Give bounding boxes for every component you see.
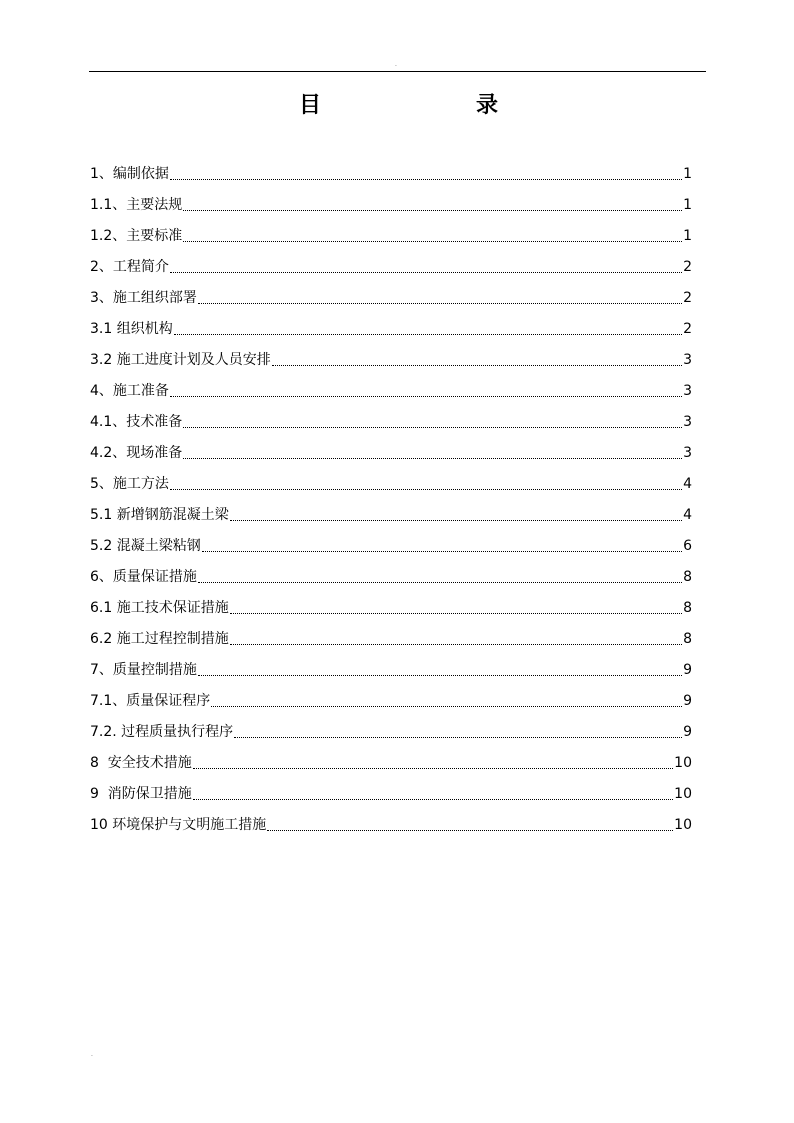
toc-dot-leader [230, 520, 682, 521]
toc-dot-leader [183, 458, 682, 459]
toc-dot-leader [183, 427, 682, 428]
toc-dot-leader [198, 582, 682, 583]
header-mark: . [395, 61, 397, 68]
toc-entry-page-number: 3 [683, 352, 692, 368]
toc-dot-leader [183, 241, 682, 242]
toc-entry-page-number: 8 [683, 569, 692, 585]
toc-dot-leader [198, 303, 682, 304]
toc-entry[interactable] [90, 406, 692, 432]
toc-entry[interactable] [90, 809, 692, 835]
toc-entry-label: 3.1 组织机构 [90, 321, 173, 337]
page-title-right: 录 [476, 92, 499, 118]
toc-dot-leader [267, 830, 673, 831]
toc-dot-leader [174, 334, 682, 335]
toc-entry[interactable] [90, 499, 692, 525]
toc-entry-label: 6.2 施工过程控制措施 [90, 631, 229, 647]
toc-entry[interactable] [90, 375, 692, 401]
toc-entry-page-number: 1 [683, 166, 692, 182]
toc-entry-page-number: 4 [683, 507, 692, 523]
toc-entry[interactable] [90, 530, 692, 556]
toc-entry-label: 4、施工准备 [90, 383, 169, 399]
toc-entry-label: 5、施工方法 [90, 476, 169, 492]
toc-dot-leader [193, 799, 673, 800]
toc-entry[interactable] [90, 623, 692, 649]
toc-entry-page-number: 9 [683, 693, 692, 709]
toc-entry-label: 3、施工组织部署 [90, 290, 197, 306]
toc-entry[interactable] [90, 220, 692, 246]
toc-entry-label: 6.1 施工技术保证措施 [90, 600, 229, 616]
toc-dot-leader [230, 644, 682, 645]
toc-dot-leader [170, 272, 682, 273]
toc-entry[interactable] [90, 561, 692, 587]
toc-entry[interactable] [90, 282, 692, 308]
toc-entry-label: 3.2 施工进度计划及人员安排 [90, 352, 271, 368]
toc-dot-leader [183, 210, 682, 211]
toc-entry-page-number: 2 [683, 321, 692, 337]
toc-dot-leader [230, 613, 682, 614]
toc-entry-page-number: 3 [683, 383, 692, 399]
toc-entry[interactable] [90, 313, 692, 339]
toc-dot-leader [193, 768, 673, 769]
toc-entry-label: 7.2. 过程质量执行程序 [90, 724, 234, 740]
toc-entry-page-number: 6 [683, 538, 692, 554]
toc-entry-label: 1.1、主要法规 [90, 197, 183, 213]
toc-entry[interactable] [90, 468, 692, 494]
toc-entry[interactable] [90, 158, 692, 184]
header-rule [89, 71, 706, 72]
toc-entry-label: 2、工程简介 [90, 259, 169, 275]
toc-entry[interactable] [90, 189, 692, 215]
toc-entry-page-number: 9 [683, 724, 692, 740]
toc-entry[interactable] [90, 747, 692, 773]
toc-entry[interactable] [90, 592, 692, 618]
toc-entry-label: 4.2、现场准备 [90, 445, 183, 461]
toc-entry-label: 5.1 新增钢筋混凝土梁 [90, 507, 229, 523]
toc-entry-page-number: 3 [683, 414, 692, 430]
toc-entry[interactable] [90, 251, 692, 277]
toc-dot-leader [170, 489, 682, 490]
toc-entry-label: 1.2、主要标准 [90, 228, 183, 244]
toc-dot-leader [272, 365, 682, 366]
toc-entry[interactable] [90, 778, 692, 804]
toc-entry-page-number: 8 [683, 600, 692, 616]
toc-entry-page-number: 3 [683, 445, 692, 461]
toc-entry-label: 5.2 混凝土梁粘钢 [90, 538, 201, 554]
toc-dot-leader [234, 737, 682, 738]
toc-entry-label: 9 消防保卫措施 [90, 786, 192, 802]
toc-entry-page-number: 1 [683, 228, 692, 244]
toc-entry-page-number: 10 [674, 817, 692, 833]
toc-entry-page-number: 2 [683, 290, 692, 306]
toc-entry-page-number: 2 [683, 259, 692, 275]
toc-entry-page-number: 9 [683, 662, 692, 678]
toc-entry-label: 7、质量控制措施 [90, 662, 197, 678]
toc-entry[interactable] [90, 685, 692, 711]
footer-mark: . [91, 1051, 93, 1058]
toc-dot-leader [202, 551, 682, 552]
toc-entry[interactable] [90, 344, 692, 370]
toc-entry-page-number: 8 [683, 631, 692, 647]
toc-entry-label: 10 环境保护与文明施工措施 [90, 817, 267, 833]
toc-entry[interactable] [90, 437, 692, 463]
toc-entry-page-number: 4 [683, 476, 692, 492]
toc-dot-leader [211, 706, 682, 707]
toc-dot-leader [170, 396, 682, 397]
toc-entry-label: 1、编制依据 [90, 166, 169, 182]
toc-entry-label: 7.1、质量保证程序 [90, 693, 211, 709]
toc-entry[interactable] [90, 716, 692, 742]
toc-entry-page-number: 1 [683, 197, 692, 213]
toc-entry-page-number: 10 [674, 786, 692, 802]
toc-entry-label: 8 安全技术措施 [90, 755, 192, 771]
toc-entry-page-number: 10 [674, 755, 692, 771]
page-title-left: 目 [299, 92, 322, 118]
toc-dot-leader [198, 675, 682, 676]
toc-dot-leader [170, 179, 682, 180]
toc-entry[interactable] [90, 654, 692, 680]
toc-entry-label: 4.1、技术准备 [90, 414, 183, 430]
toc-entry-label: 6、质量保证措施 [90, 569, 197, 585]
